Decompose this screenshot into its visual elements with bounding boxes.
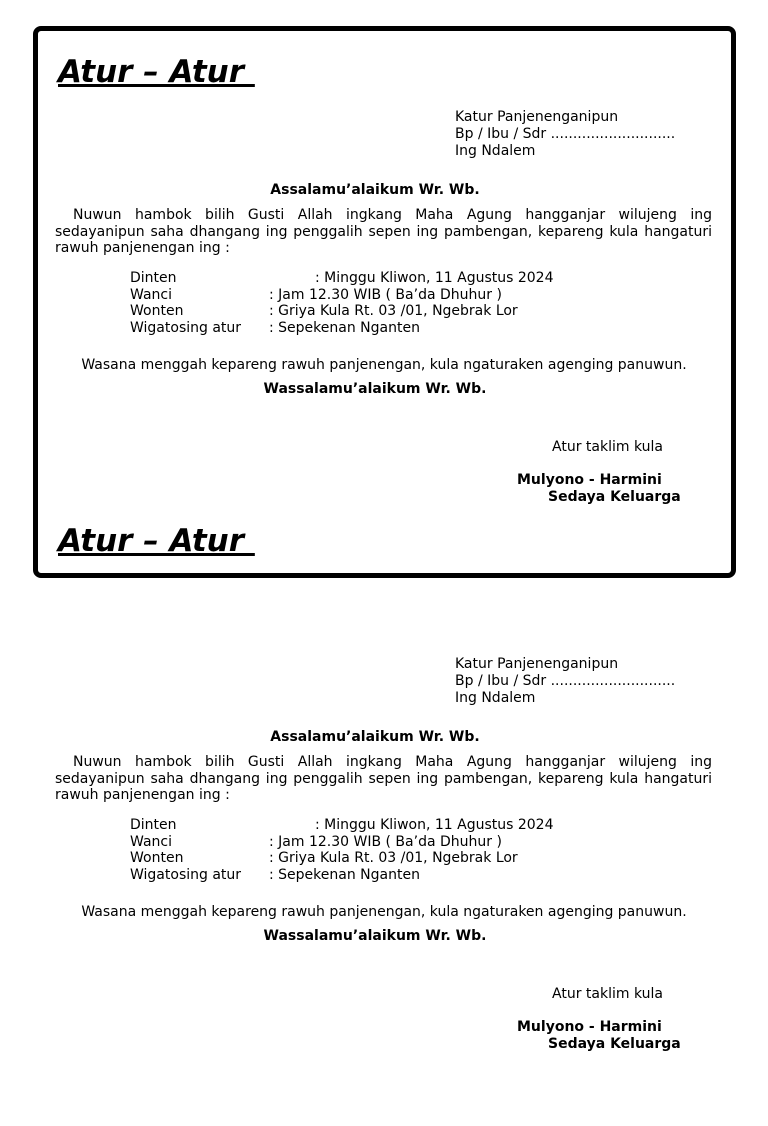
detail-value: : Minggu Kliwon, 11 Agustus 2024 (315, 270, 554, 286)
opening-paragraph: Nuwun hambok bilih Gusti Allah ingkang Maha Agung hangganjar wilujeng ing sedayanipun saha dhangang ing penggalih sepen ing pambengan, kepareng kula hangaturi rawuh panjenengan ing : (55, 754, 712, 803)
addressee-line-2: Bp / Ibu / Sdr ............................ (455, 673, 676, 689)
addressee-line-2: Bp / Ibu / Sdr ............................ (455, 126, 676, 142)
card-heading: Atur – Atur (58, 54, 255, 90)
host-family: Sedaya Keluarga (548, 1035, 681, 1052)
detail-label: Wonten (130, 850, 184, 866)
signature-names (517, 472, 681, 505)
addressee-block (455, 109, 675, 160)
addressee-line-3: Ing Ndalem (455, 143, 536, 159)
invitation-1 (0, 109, 768, 579)
detail-value: : Minggu Kliwon, 11 Agustus 2024 (315, 817, 554, 833)
farewell: Wassalamu’alaikum Wr. Wb. (263, 381, 487, 397)
greeting: Assalamu’alaikum Wr. Wb. (270, 729, 480, 745)
detail-value: : Sepekenan Nganten (269, 319, 420, 336)
addressee-block (455, 656, 675, 707)
detail-value: : Griya Kula Rt. 03 /01, Ngebrak Lor (269, 303, 518, 319)
detail-label: Wigatosing atur (130, 319, 242, 336)
farewell: Wassalamu’alaikum Wr. Wb. (263, 928, 487, 944)
invitation-2 (0, 656, 768, 1126)
signature-intro: Atur taklim kula (552, 439, 663, 455)
addressee-line-1: Katur Panjenenganipun (455, 109, 619, 125)
addressee-line-3: Ing Ndalem (455, 690, 536, 706)
card-heading: Atur – Atur (58, 523, 255, 559)
greeting: Assalamu’alaikum Wr. Wb. (270, 182, 480, 198)
detail-label: Wanci (130, 286, 172, 303)
addressee-line-1: Katur Panjenenganipun (455, 656, 619, 672)
host-family: Sedaya Keluarga (548, 488, 681, 505)
host-names: Mulyono - Harmini (517, 472, 662, 488)
detail-label: Dinten (130, 817, 177, 833)
detail-label: Dinten (130, 270, 177, 286)
closing-sentence: Wasana menggah kepareng rawuh panjenengan, kula ngaturaken agenging panuwun. (81, 904, 687, 920)
signature-intro: Atur taklim kula (552, 986, 663, 1002)
detail-value: : Jam 12.30 WIB ( Ba’da Dhuhur ) (269, 833, 502, 850)
detail-value: : Sepekenan Nganten (269, 866, 420, 883)
detail-value: : Griya Kula Rt. 03 /01, Ngebrak Lor (269, 850, 518, 866)
detail-value: : Jam 12.30 WIB ( Ba’da Dhuhur ) (269, 286, 502, 303)
detail-label: Wigatosing atur (130, 866, 242, 883)
opening-paragraph: Nuwun hambok bilih Gusti Allah ingkang Maha Agung hangganjar wilujeng ing sedayanipun saha dhangang ing penggalih sepen ing pambengan, kepareng kula hangaturi rawuh panjenengan ing : (55, 207, 712, 256)
host-names: Mulyono - Harmini (517, 1019, 662, 1035)
detail-label: Wanci (130, 833, 172, 850)
closing-sentence: Wasana menggah kepareng rawuh panjenengan, kula ngaturaken agenging panuwun. (81, 357, 687, 373)
detail-label: Wonten (130, 303, 184, 319)
